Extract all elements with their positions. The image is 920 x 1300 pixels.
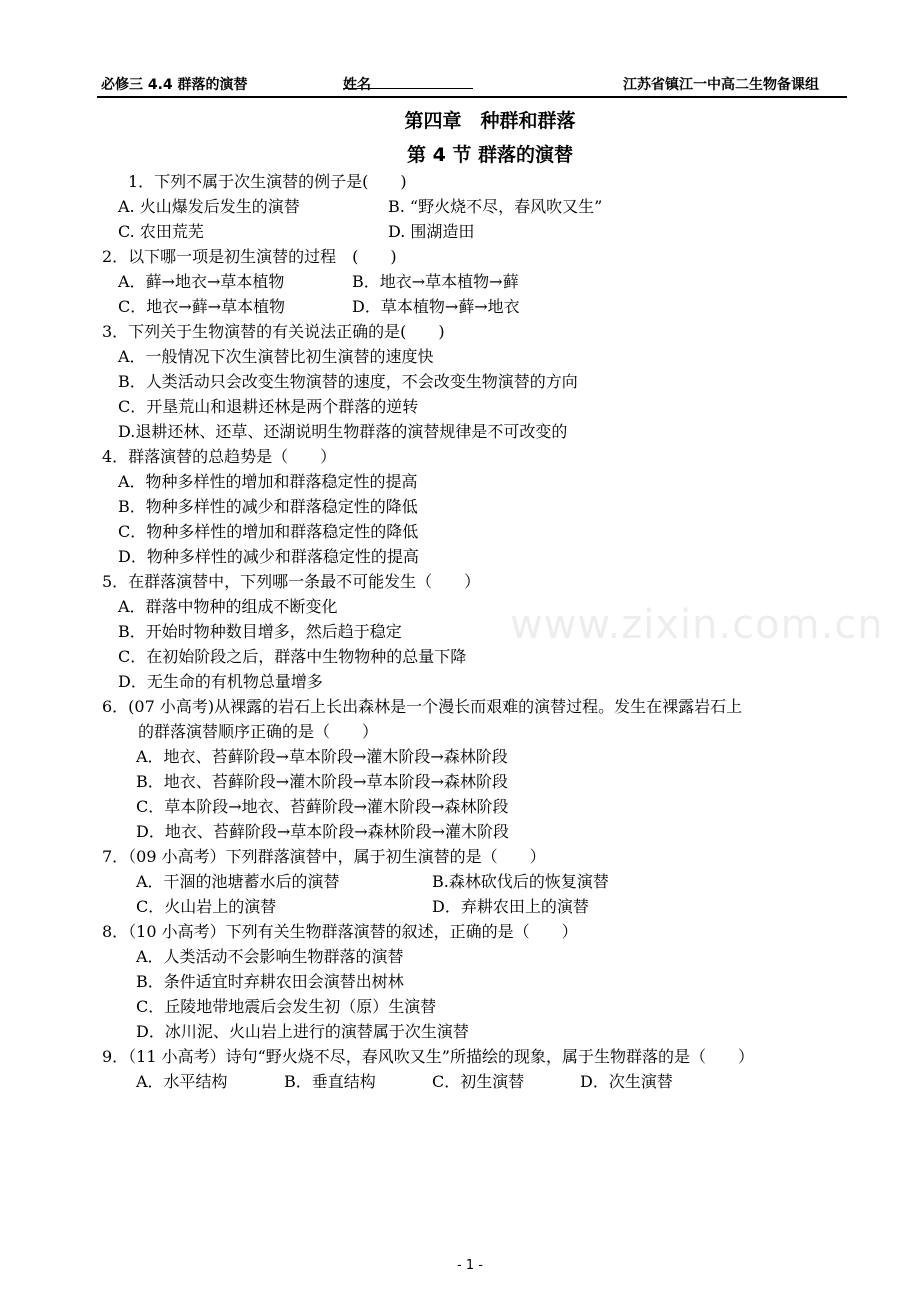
answer-option: C．开垦荒山和退耕还林是两个群落的逆转	[118, 397, 419, 416]
answer-option: C．初生演替	[432, 1072, 525, 1091]
answer-option: C．地衣→藓→草本植物	[118, 297, 286, 316]
answer-option: D．弃耕农田上的演替	[432, 897, 589, 916]
section-title: 第 4 节 群落的演替	[406, 144, 574, 166]
answer-option: D．无生命的有机物总量增多	[118, 672, 323, 691]
answer-option: A．干涸的池塘蓄水后的演替	[136, 872, 340, 891]
question-stem: 5．在群落演替中，下列哪一条最不可能发生（ ）	[102, 572, 481, 591]
question-stem: 1．下列不属于次生演替的例子是( )	[128, 172, 407, 191]
page-header	[97, 74, 847, 98]
answer-option: B．垂直结构	[284, 1072, 376, 1091]
answer-option: A. 火山爆发后发生的演替	[118, 197, 300, 216]
header-name-label: 姓名	[343, 77, 371, 93]
answer-option: A．物种多样性的增加和群落稳定性的提高	[118, 472, 418, 491]
question-stem: 8．（10 小高考）下列有关生物群落演替的叙述，正确的是（ ）	[102, 922, 578, 941]
answer-option: B．开始时物种数目增多，然后趋于稳定	[118, 622, 402, 641]
answer-option: C．在初始阶段之后，群落中生物物种的总量下降	[118, 647, 467, 666]
answer-option: B．地衣→草本植物→藓	[352, 272, 519, 291]
answer-option: D．地衣、苔藓阶段→草本阶段→森林阶段→灌木阶段	[136, 822, 510, 841]
answer-option: A．一般情况下次生演替比初生演替的速度快	[118, 347, 434, 366]
answer-option: B.森林砍伐后的恢复演替	[432, 872, 609, 891]
answer-option: D．次生演替	[580, 1072, 673, 1091]
answer-option: D. 围湖造田	[388, 222, 475, 241]
answer-option: D．草本植物→藓→地衣	[352, 297, 520, 316]
answer-option: A．水平结构	[136, 1072, 228, 1091]
watermark: www.zixin.com.cn	[510, 602, 884, 648]
answer-option: B．条件适宜时弃耕农田会演替出树林	[136, 972, 404, 991]
answer-option: B. “野火烧不尽，春风吹又生”	[388, 197, 603, 216]
chapter-title: 第四章 种群和群落	[404, 110, 576, 132]
question-stem: 3．下列关于生物演替的有关说法正确的是( )	[102, 322, 445, 341]
question-stem: 2．以下哪一项是初生演替的过程 ( )	[102, 247, 397, 266]
answer-option: C．草本阶段→地衣、苔藓阶段→灌木阶段→森林阶段	[136, 797, 509, 816]
header-school: 江苏省镇江一中高二生物备课组	[623, 77, 819, 93]
answer-option: B．地衣、苔藓阶段→灌木阶段→草本阶段→森林阶段	[136, 772, 508, 791]
answer-option: A．藓→地衣→草本植物	[118, 272, 285, 291]
answer-option: C．丘陵地带地震后会发生初（原）生演替	[136, 997, 437, 1016]
answer-option: D.退耕还林、还草、还湖说明生物群落的演替规律是不可改变的	[118, 422, 568, 441]
answer-option: D．冰川泥、火山岩上进行的演替属于次生演替	[136, 1022, 469, 1041]
answer-option: C．火山岩上的演替	[136, 897, 277, 916]
question-stem: 7．（09 小高考）下列群落演替中，属于初生演替的是（ ）	[102, 847, 546, 866]
answer-option: B．人类活动只会改变生物演替的速度，不会改变生物演替的方向	[118, 372, 578, 391]
name-blank-line	[343, 74, 473, 89]
answer-option: A．地衣、苔藓阶段→草本阶段→灌木阶段→森林阶段	[136, 747, 508, 766]
answer-option: B．物种多样性的减少和群落稳定性的降低	[118, 497, 418, 516]
question-stem: 9．（11 小高考）诗句“野火烧不尽，春风吹又生”所描绘的现象，属于生物群落的是（ ）	[102, 1047, 754, 1066]
page-number: - 1 -	[457, 1258, 483, 1273]
answer-option: 的群落演替顺序正确的是（ ）	[138, 722, 379, 741]
answer-option: D．物种多样性的减少和群落稳定性的提高	[118, 547, 419, 566]
answer-option: A．群落中物种的组成不断变化	[118, 597, 338, 616]
answer-option: C．物种多样性的增加和群落稳定性的降低	[118, 522, 419, 541]
answer-option: C. 农田荒芜	[118, 222, 204, 241]
question-stem: 6．(07 小高考)从裸露的岩石上长出森林是一个漫长而艰难的演替过程。发生在裸露岩石上	[102, 697, 743, 716]
answer-option: A．人类活动不会影响生物群落的演替	[136, 947, 404, 966]
header-course: 必修三 4.4 群落的演替	[101, 77, 248, 93]
question-stem: 4．群落演替的总趋势是（ ）	[102, 447, 337, 466]
